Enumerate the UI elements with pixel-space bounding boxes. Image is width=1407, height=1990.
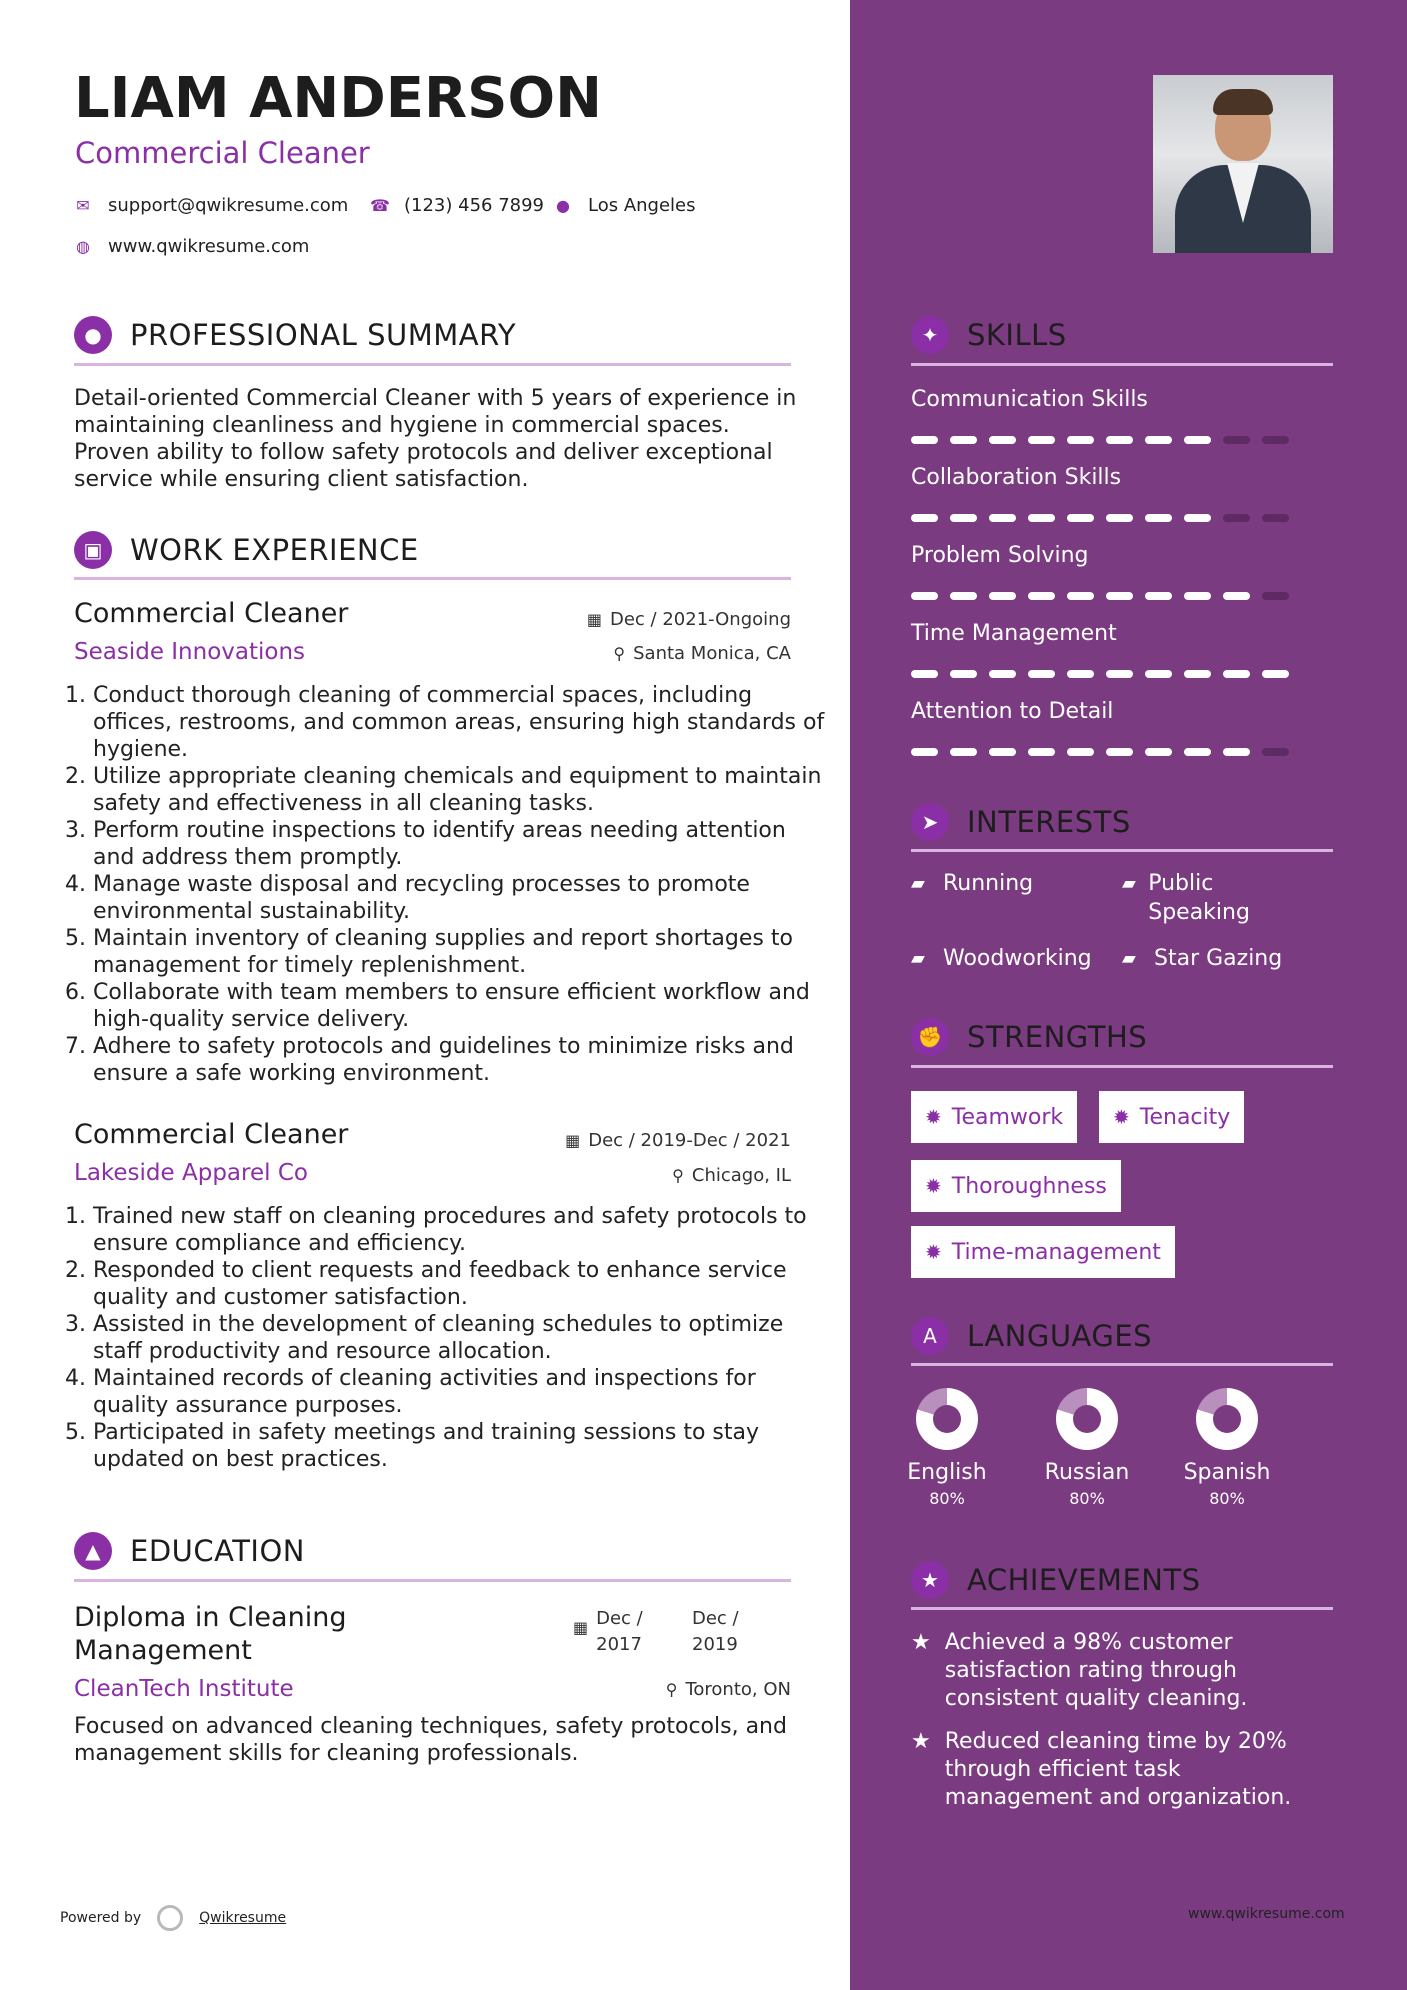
skill-rating-segment <box>1223 670 1250 678</box>
skill-rating-segment <box>1184 514 1211 522</box>
skill-name: Communication Skills <box>911 387 1148 412</box>
strength-tag: ✹ Teamwork <box>911 1091 1077 1143</box>
email-text: support@qwikresume.com <box>108 195 349 216</box>
skill-rating-segment <box>1184 592 1211 600</box>
book-icon: ▰ <box>1122 873 1136 894</box>
pin-icon: ⚲ <box>613 644 626 663</box>
interests-title: INTERESTS <box>967 805 1131 839</box>
skill-rating-segment <box>1028 436 1055 444</box>
skills-title: SKILLS <box>967 318 1067 352</box>
skill-rating-segment <box>1145 748 1172 756</box>
skill-rating-segment <box>989 436 1016 444</box>
strength-tag: ✹ Tenacity <box>1099 1091 1244 1143</box>
skill-rating-segment <box>911 514 938 522</box>
language-name: English <box>907 1460 987 1485</box>
qwikresume-logo-icon <box>157 1905 183 1931</box>
bullet-item: 5. Maintain inventory of cleaning supplies and report shortages to management for timely replenishment. <box>93 925 833 979</box>
translate-icon: A <box>911 1317 949 1355</box>
skill-rating-bar <box>911 748 1301 756</box>
achievement-item: ★ Achieved a 98% customer satisfaction rating through consistent quality cleaning. <box>911 1630 1248 1711</box>
skill-rating-segment <box>989 514 1016 522</box>
language-level: 80% <box>1209 1489 1245 1508</box>
experience-heading <box>74 531 419 569</box>
skill-rating-segment <box>1223 436 1250 444</box>
pin-icon: ⚲ <box>672 1166 684 1185</box>
degree-title: Diploma in Cleaning Management <box>74 1602 347 1666</box>
calendar-icon: ▦ <box>586 610 602 629</box>
education-title: EDUCATION <box>130 1534 306 1568</box>
skill-rating-segment <box>1184 670 1211 678</box>
skills-heading <box>911 316 1067 354</box>
languages-divider <box>911 1363 1333 1366</box>
skill-rating-segment <box>1223 514 1250 522</box>
language-proficiency-ring <box>1056 1388 1118 1450</box>
phone-icon: ☎ <box>370 196 390 215</box>
summary-heading <box>74 316 516 354</box>
skill-rating-segment <box>1262 436 1289 444</box>
interests-divider <box>911 849 1333 852</box>
education-divider <box>74 1579 791 1582</box>
shooting-star-icon: ★ <box>911 1729 931 1754</box>
location-text: Los Angeles <box>588 195 696 216</box>
bullet-item: 2. Utilize appropriate cleaning chemicals and equipment to maintain safety and effectiveness in all cleaning tasks. <box>93 763 833 817</box>
skill-rating-segment <box>950 436 977 444</box>
graduation-icon: ▲ <box>74 1532 112 1570</box>
skill-rating-segment <box>911 592 938 600</box>
language-proficiency-ring <box>916 1388 978 1450</box>
profile-photo <box>1153 75 1333 253</box>
skill-rating-segment <box>911 670 938 678</box>
languages-title: LANGUAGES <box>967 1319 1153 1353</box>
interest-item: ▰ Public Speaking <box>1122 871 1250 925</box>
languages-heading <box>911 1317 1152 1355</box>
language-item <box>1027 1388 1147 1508</box>
strengths-title: STRENGTHS <box>967 1020 1148 1054</box>
education-heading <box>74 1532 305 1570</box>
bullet-item: 4. Maintained records of cleaning activities and inspections for quality assurance purposes. <box>93 1365 833 1419</box>
phone-text: (123) 456 7899 <box>404 195 545 216</box>
job-dates: ▦ Dec / 2019-Dec / 2021 <box>565 1130 791 1151</box>
skill-rating-bar <box>911 436 1301 444</box>
skill-rating-segment <box>911 748 938 756</box>
bullet-item: 1. Conduct thorough cleaning of commercial spaces, including offices, restrooms, and common areas, ensuring high standards of hygiene. <box>93 682 833 763</box>
strength-tag: ✹ Thoroughness <box>911 1160 1121 1212</box>
skills-divider <box>911 363 1333 366</box>
interest-item: ▰ Woodworking <box>911 946 1092 971</box>
education-location: ⚲ Toronto, ON <box>665 1679 791 1700</box>
badge-icon: ✹ <box>925 1240 942 1264</box>
skill-rating-segment <box>1028 748 1055 756</box>
contact-phone[interactable] <box>370 195 544 216</box>
achievements-divider <box>911 1607 1333 1610</box>
strength-tag: ✹ Time-management <box>911 1226 1175 1278</box>
qwikresume-link[interactable]: Qwikresume <box>199 1910 287 1926</box>
skill-rating-segment <box>1028 670 1055 678</box>
skill-rating-segment <box>1106 670 1133 678</box>
language-item <box>887 1388 1007 1508</box>
skill-rating-bar <box>911 670 1301 678</box>
skill-rating-segment <box>1028 514 1055 522</box>
skill-rating-segment <box>950 592 977 600</box>
skill-rating-segment <box>1184 436 1211 444</box>
shooting-star-icon: ★ <box>911 1630 931 1655</box>
skill-rating-segment <box>950 748 977 756</box>
skill-rating-segment <box>1106 592 1133 600</box>
skill-rating-segment <box>1067 514 1094 522</box>
star-icon: ★ <box>911 1561 949 1599</box>
skill-rating-segment <box>1223 592 1250 600</box>
job-title: Commercial Cleaner <box>74 1119 349 1150</box>
achievement-item: ★ Reduced cleaning time by 20% through efficient task management and organization. <box>911 1729 1292 1810</box>
skill-rating-segment <box>1067 748 1094 756</box>
skill-rating-segment <box>1145 514 1172 522</box>
job-location: ⚲ Santa Monica, CA <box>613 643 791 664</box>
skill-rating-bar <box>911 514 1301 522</box>
skill-name: Attention to Detail <box>911 699 1114 724</box>
globe-icon: ◍ <box>76 237 90 256</box>
skill-rating-segment <box>1145 592 1172 600</box>
language-item <box>1167 1388 1287 1508</box>
skill-rating-segment <box>1067 436 1094 444</box>
contact-website[interactable] <box>74 236 309 257</box>
summary-title: PROFESSIONAL SUMMARY <box>130 318 517 352</box>
skill-rating-segment <box>1262 514 1289 522</box>
contact-email[interactable] <box>74 195 348 216</box>
candidate-role: Commercial Cleaner <box>75 136 370 170</box>
bullet-item: 3. Perform routine inspections to identify areas needing attention and address them promptly. <box>93 817 833 871</box>
job-dates: ▦ Dec / 2021-Ongoing <box>586 609 791 630</box>
strengths-divider <box>911 1065 1333 1068</box>
achievements-heading <box>911 1561 1201 1599</box>
pin-icon: ⚲ <box>665 1680 678 1699</box>
location-pin-icon: ● <box>556 196 570 215</box>
calendar-icon: ▦ <box>565 1131 581 1150</box>
book-icon: ▰ <box>1122 948 1136 969</box>
envelope-icon: ✉ <box>76 196 90 215</box>
fist-icon: ✊ <box>911 1018 949 1056</box>
book-icon: ▰ <box>911 948 925 969</box>
language-name: Spanish <box>1183 1460 1271 1485</box>
skill-rating-segment <box>911 436 938 444</box>
skill-rating-segment <box>1067 670 1094 678</box>
skill-rating-segment <box>1262 670 1289 678</box>
skill-rating-segment <box>1106 436 1133 444</box>
achievements-title: ACHIEVEMENTS <box>967 1563 1201 1597</box>
skill-rating-segment <box>1106 748 1133 756</box>
badge-icon: ✹ <box>925 1174 942 1198</box>
bullet-item: 1. Trained new staff on cleaning procedures and safety protocols to ensure compliance and efficiency. <box>93 1203 833 1257</box>
candidate-name: LIAM ANDERSON <box>74 66 602 131</box>
skill-name: Time Management <box>911 621 1117 646</box>
skill-rating-segment <box>1145 670 1172 678</box>
book-icon: ▰ <box>911 873 925 894</box>
skill-rating-bar <box>911 592 1301 600</box>
job-bullets <box>67 1203 833 1473</box>
interests-heading <box>911 803 1131 841</box>
skill-rating-segment <box>989 670 1016 678</box>
job-bullets <box>67 682 833 1087</box>
skill-rating-segment <box>1262 592 1289 600</box>
interest-item: ▰ Running <box>911 871 1034 896</box>
skill-rating-segment <box>989 592 1016 600</box>
language-level: 80% <box>1069 1489 1105 1508</box>
skill-rating-segment <box>1028 592 1055 600</box>
job-company: Lakeside Apparel Co <box>74 1160 308 1186</box>
language-name: Russian <box>1044 1460 1130 1485</box>
school-name: CleanTech Institute <box>74 1676 294 1702</box>
skill-rating-segment <box>950 670 977 678</box>
skill-rating-segment <box>1223 748 1250 756</box>
summary-divider <box>74 363 791 366</box>
footer-website[interactable]: www.qwikresume.com <box>1188 1906 1345 1922</box>
badge-icon: ✹ <box>925 1105 942 1129</box>
skill-rating-segment <box>1184 748 1211 756</box>
skill-name: Collaboration Skills <box>911 465 1122 490</box>
language-proficiency-ring <box>1196 1388 1258 1450</box>
user-icon: ● <box>74 316 112 354</box>
footer-powered-by: Powered by Qwikresume <box>60 1905 286 1931</box>
strengths-heading <box>911 1018 1147 1056</box>
badge-icon: ✹ <box>1113 1105 1130 1129</box>
calendar-icon: ▦ <box>573 1618 589 1637</box>
paper-plane-icon: ➤ <box>911 803 949 841</box>
bullet-item: 4. Manage waste disposal and recycling processes to promote environmental sustainability. <box>93 871 833 925</box>
experience-divider <box>74 577 791 580</box>
skill-name: Problem Solving <box>911 543 1089 568</box>
language-level: 80% <box>929 1489 965 1508</box>
skill-rating-segment <box>950 514 977 522</box>
skill-rating-segment <box>989 748 1016 756</box>
skill-rating-segment <box>1106 514 1133 522</box>
experience-title: WORK EXPERIENCE <box>130 533 419 567</box>
bullet-item: 6. Collaborate with team members to ensure efficient workflow and high-quality service delivery. <box>93 979 833 1033</box>
summary-text: Detail-oriented Commercial Cleaner with 5 years of experience in maintaining cleanliness and hygiene in commercial spaces. Proven ability to follow safety protocols and deliver exceptional service while ensuring client satisfaction. <box>74 386 797 492</box>
education-start-date: ▦ Dec / 2017 <box>573 1608 643 1655</box>
education-text: Focused on advanced cleaning techniques, safety protocols, and management skills for cleaning professionals. <box>74 1714 787 1766</box>
lightbulb-icon: ✦ <box>911 316 949 354</box>
bullet-item: 2. Responded to client requests and feedback to enhance service quality and customer satisfaction. <box>93 1257 833 1311</box>
bullet-item: 5. Participated in safety meetings and training sessions to stay updated on best practices. <box>93 1419 833 1473</box>
contact-location <box>554 195 696 216</box>
website-text: www.qwikresume.com <box>108 236 310 257</box>
bullet-item: 3. Assisted in the development of cleaning schedules to optimize staff productivity and resource allocation. <box>93 1311 833 1365</box>
job-location: ⚲ Chicago, IL <box>672 1165 791 1186</box>
skill-rating-segment <box>1067 592 1094 600</box>
education-end-date: Dec / 2019 <box>692 1608 739 1655</box>
job-company: Seaside Innovations <box>74 639 306 665</box>
skill-rating-segment <box>1262 748 1289 756</box>
bullet-item: 7. Adhere to safety protocols and guidelines to minimize risks and ensure a safe working environment. <box>93 1033 833 1087</box>
briefcase-icon: ▣ <box>74 531 112 569</box>
interest-item: ▰ Star Gazing <box>1122 946 1283 971</box>
skill-rating-segment <box>1145 436 1172 444</box>
job-title: Commercial Cleaner <box>74 598 349 629</box>
